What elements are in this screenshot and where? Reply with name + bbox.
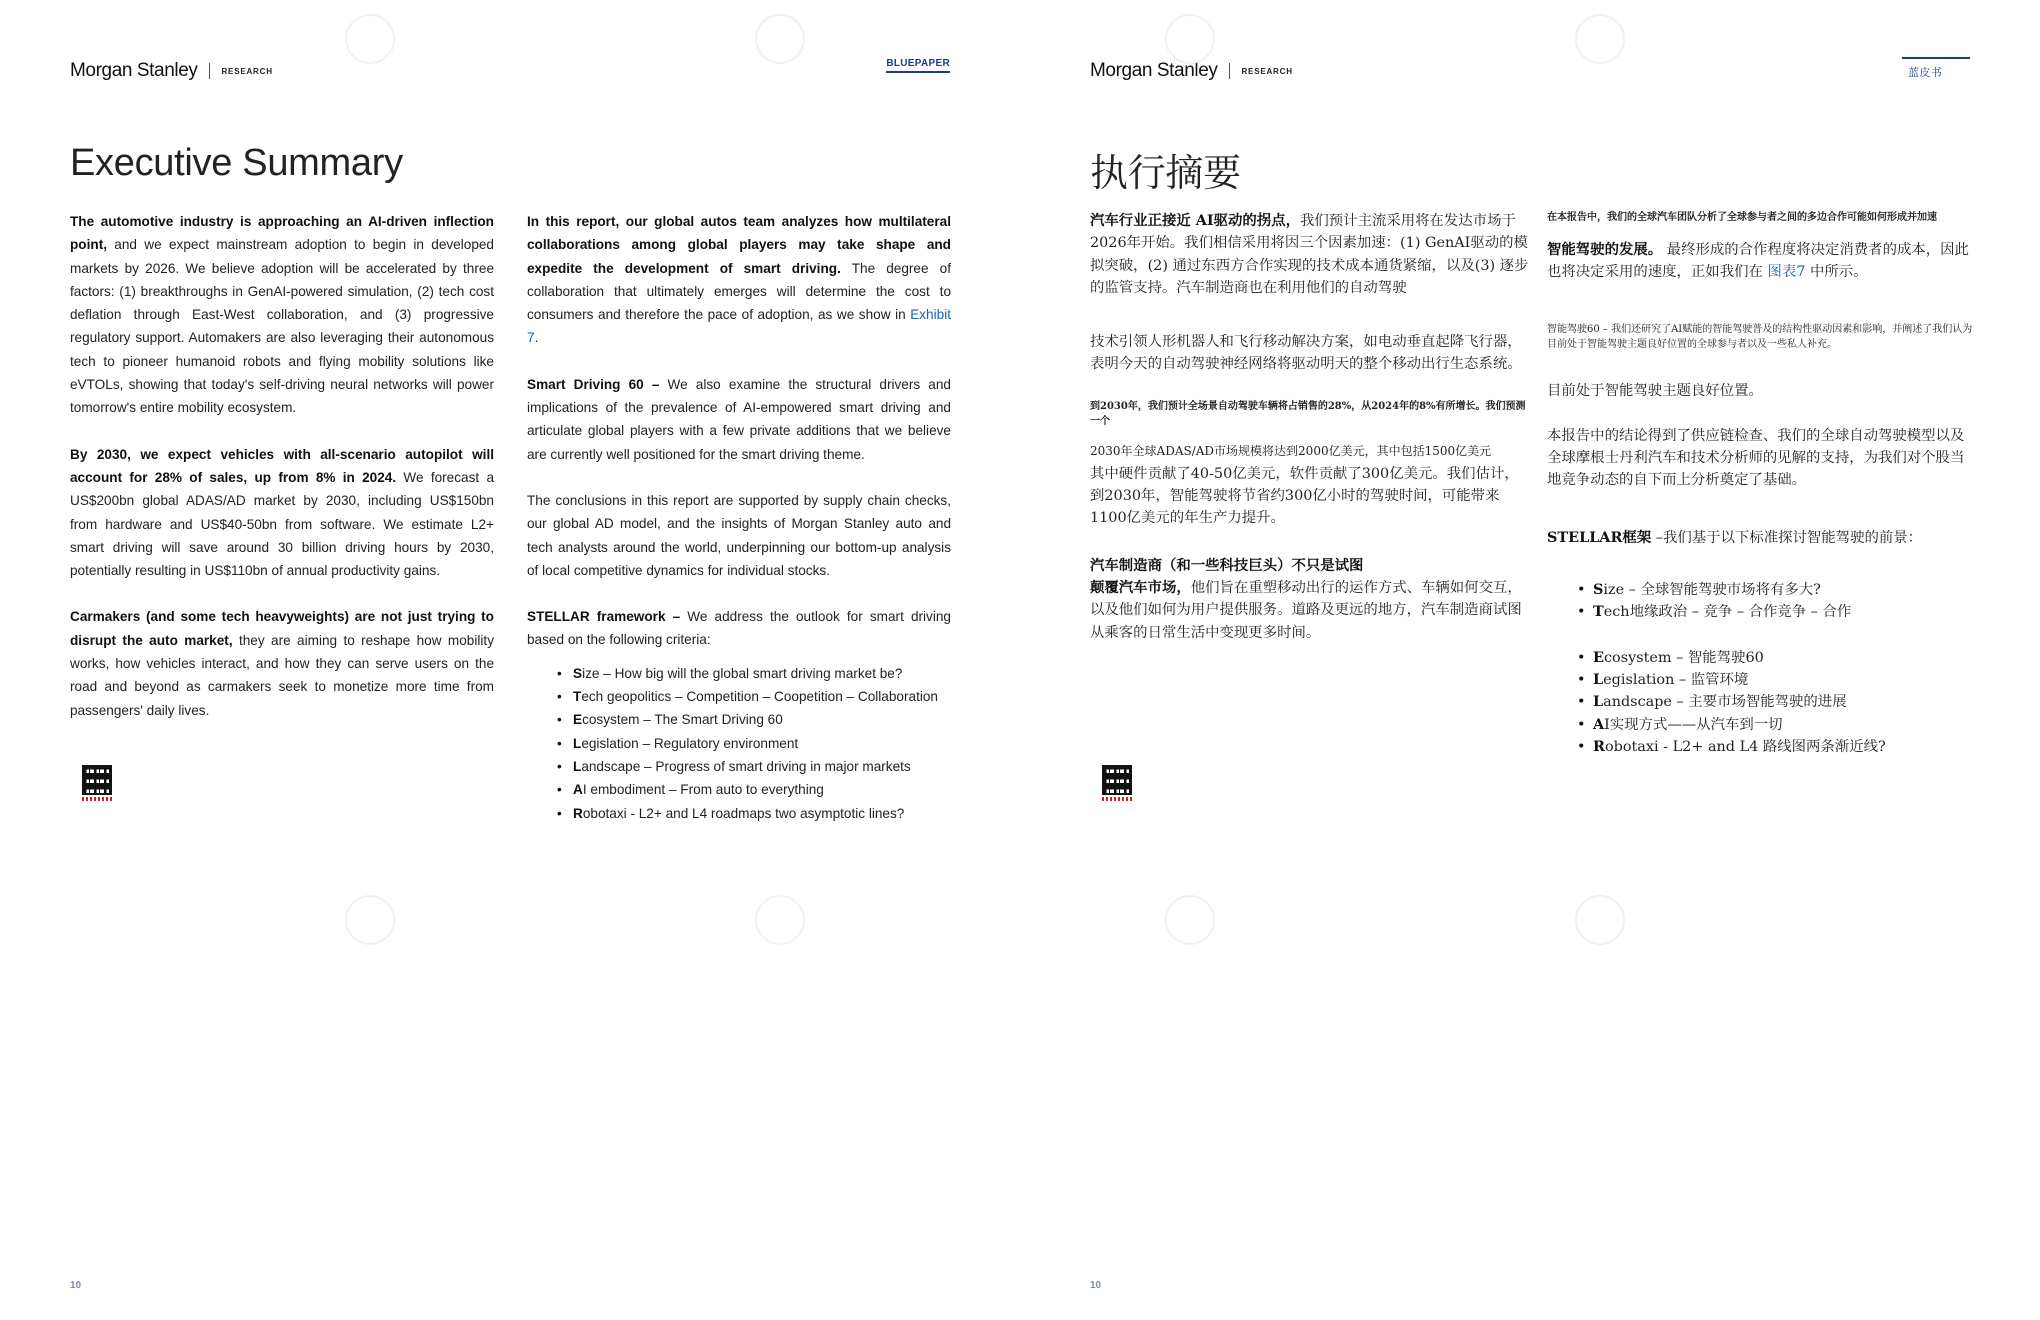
list-item <box>527 662 951 685</box>
paragraph-2030-forecast <box>70 443 494 583</box>
tag-rule <box>1902 57 1970 59</box>
criteria-text: I embodiment – From auto to everything <box>582 782 824 798</box>
criteria-letter: L <box>1593 670 1604 688</box>
paragraph-carmakers-lead <box>1090 555 1530 577</box>
criteria-text: egislation – 监管环境 <box>1603 671 1749 688</box>
paragraph-report-scope <box>527 210 951 350</box>
paragraph-text: We also examine the structural drivers and implications of the prevalence of AI-empowered smart driving and articulate global players with a few private additions that we believe are currently well positioned for the smart driving theme. <box>527 376 951 462</box>
paragraph-bold-lead: STELLAR框架 <box>1547 528 1652 546</box>
paragraph-carmakers <box>70 605 494 721</box>
paragraph-bold-lead: 汽车行业正接近 AI驱动的拐点， <box>1090 212 1300 229</box>
list-item <box>1547 736 1975 758</box>
list-item <box>527 778 951 801</box>
page-header <box>70 60 950 84</box>
criteria-text: egislation – Regulatory environment <box>581 735 799 751</box>
paragraph-smart-driving-60: 智能驾驶60 – 我们还研究了AI赋能的智能驾驶普及的结构性驱动因素和影响，并阐述了我们认为目前处于智能驾驶主题良好位置的全球参与者以及一些私人补充。 <box>1547 323 1973 350</box>
paragraph-2030-market: 2030年全球ADAS/AD市场规模将达到2000亿美元，其中包括1500亿美元 <box>1090 443 1492 458</box>
criteria-letter: A <box>573 782 583 798</box>
paragraph-bold-lead: Smart Driving 60 – <box>527 376 660 392</box>
list-item <box>1547 601 1975 623</box>
paragraph-2030-lead: 到2030年，我们预计全场景自动驾驶车辆将占销售的28%，从2024年的8%有所增长。我们预测一个 <box>1090 400 1526 427</box>
page-number: 10 <box>70 1280 82 1291</box>
page-number: 10 <box>1090 1280 1102 1291</box>
list-item <box>527 708 951 731</box>
summary-column-1 <box>1090 210 1530 667</box>
brand-divider <box>1229 63 1230 79</box>
criteria-letter: S <box>573 665 583 681</box>
bluepaper-tag: 蓝皮书 <box>1908 66 1942 79</box>
exhibit-7-link[interactable]: 图表7 <box>1767 264 1806 281</box>
qr-pattern <box>82 765 112 795</box>
paragraph-text: and we expect mainstream adoption to begin in developed markets by 2026. We believe adoption will be accelerated by three factors: (1) breakthroughs in GenAI-powered simulation, (2) tech cost deflation through East-West collaboration, and (3) progressive regulatory support. Automakers are also leveraging their autonomous tech to pioneer humanoid robots and flying mobility solutions like eVTOLs, showing that today's self-driving neural networks will power tomorrow's entire mobility ecosystem. <box>70 237 494 416</box>
criteria-text: obotaxi - L2+ and L4 roadmaps two asymptotic lines? <box>582 805 905 821</box>
paragraph-conclusions: The conclusions in this report are supported by supply chain checks, our global AD model, and the insights of Morgan Stanley auto and tech analysts around the world, underpinning our bottom-up analysis of local competitive dynamics for individual stocks. <box>527 492 951 578</box>
list-item <box>1547 647 1975 669</box>
page-header <box>1090 60 1970 84</box>
qr-caption <box>82 797 112 801</box>
paragraph-well-positioned: 目前处于智能驾驶主题良好位置。 <box>1547 382 1763 399</box>
watermark-icon <box>755 895 805 945</box>
criteria-letter: E <box>573 712 583 728</box>
criteria-text: andscape – Progress of smart driving in major markets <box>581 758 911 774</box>
paragraph-text: they are aiming to reshape how mobility works, how vehicles interact, and how they can serve users on the road and beyond as carmakers seek to monetize more time from passengers' daily lives. <box>70 632 495 718</box>
brand-name: Morgan Stanley <box>1090 60 1218 81</box>
paragraph-end: 中所示。 <box>1805 264 1868 281</box>
summary-column-1 <box>70 210 494 745</box>
paragraph-smart-driving-60 <box>527 373 951 466</box>
brand-divider <box>209 63 210 79</box>
qr-code-icon[interactable] <box>82 765 116 809</box>
paragraph-text: 他们旨在重塑移动出行的运作方式、车辆如何交互，以及他们如何为用户提供服务。道路及更远的地方，汽车制造商试图从乘客的日常生活中变现更多时间。 <box>1090 579 1522 641</box>
paragraph-bold-lead: 汽车制造商（和一些科技巨头）不只是试图 <box>1090 556 1364 574</box>
paragraph-text: –我们基于以下标准探讨智能驾驶的前景： <box>1651 529 1923 546</box>
watermark-icon <box>345 14 395 64</box>
criteria-letter: T <box>1593 603 1604 621</box>
list-item <box>527 685 951 708</box>
paragraph-bold-lead: The automotive industry is approaching an AI-driven inflection point, <box>70 214 494 253</box>
watermark-icon <box>755 14 805 64</box>
watermark-icon <box>345 895 395 945</box>
criteria-letter: A <box>1593 715 1605 733</box>
criteria-text: ech地缘政治 – 竞争 – 合作竞争 – 合作 <box>1603 604 1852 621</box>
paragraph-carmakers <box>1090 577 1530 644</box>
paragraph-text: We address the outlook for smart driving based on the following criteria: <box>527 609 951 648</box>
paragraph-text: 我们预计主流采用将在发达市场于2026年开始。我们相信采用将因三个因素加速：(1) GenAI驱动的模拟突破，(2) 通过东西方合作实现的技术成本通货紧缩，以及(3) 逐步的监管支持。汽车制造商也在利用他们的自动驾驶 <box>1090 213 1529 296</box>
criteria-text: cosystem – 智能驾驶60 <box>1603 649 1764 666</box>
criteria-letter: R <box>573 805 583 821</box>
criteria-text: cosystem – The Smart Driving 60 <box>582 712 783 728</box>
paragraph-end: . <box>534 330 539 346</box>
chinese-page <box>1020 0 2040 1320</box>
criteria-letter: L <box>573 735 582 751</box>
summary-column-2 <box>1547 210 1975 758</box>
paragraph-report-scope-lead: 在本报告中，我们的全球汽车团队分析了全球参与者之间的多边合作可能如何形成并加速 <box>1547 212 1937 223</box>
paragraph-bold-lead: STELLAR framework – <box>527 609 681 625</box>
paragraph-stellar <box>527 605 951 652</box>
summary-column-2 <box>527 210 951 825</box>
qr-pattern <box>1102 765 1132 795</box>
paragraph-humanoid: 技术引领人形机器人和飞行移动解决方案，如电动垂直起降飞行器，表明今天的自动驾驶神经网络将驱动明天的整个移动出行生态系统。 <box>1090 334 1522 373</box>
stellar-criteria-list <box>527 662 951 825</box>
criteria-text: ize – How big will the global smart driving market be? <box>582 665 903 681</box>
brand-name: Morgan Stanley <box>70 60 198 81</box>
list-item <box>527 732 951 755</box>
criteria-letter: T <box>573 689 582 705</box>
exhibit-7-link[interactable]: Exhibit 7 <box>527 307 951 346</box>
stellar-criteria-list <box>1547 579 1975 758</box>
criteria-letter: R <box>1593 737 1605 755</box>
criteria-letter: L <box>1593 693 1604 711</box>
criteria-text: I实现方式——从汽车到一切 <box>1604 716 1783 733</box>
paragraph-bold-lead: In this report, our global autos team analyzes how multilateral collaborations among global players may take shape and expedite the development of smart driving. <box>527 214 951 276</box>
paragraph-stellar <box>1547 527 1975 549</box>
research-label: RESEARCH <box>221 66 273 76</box>
watermark-icon <box>1575 895 1625 945</box>
watermark-icon <box>1165 895 1215 945</box>
paragraph-bold-lead: By 2030, we expect vehicles with all-scenario autopilot will account for 28% of sales, up from 8% in 2024. <box>70 446 494 485</box>
research-label: RESEARCH <box>1241 66 1293 76</box>
criteria-letter: E <box>1593 648 1604 666</box>
paragraph-text: 最终形成的合作程度将决定消费者的成本，因此也将决定采用的速度，正如我们在 <box>1547 242 1969 281</box>
criteria-text: ize – 全球智能驾驶市场将有多大? <box>1603 582 1821 599</box>
paragraph-conclusions: 本报告中的结论得到了供应链检查、我们的全球自动驾驶模型以及全球摩根士丹利汽车和技术分析师的见解的支持，为我们对个股当地竞争动态的自下而上分析奠定了基础。 <box>1547 427 1965 489</box>
paragraph-report-scope <box>1547 239 1975 284</box>
page-title: 执行摘要 <box>1090 151 1241 195</box>
watermark-icon <box>1575 14 1625 64</box>
qr-code-icon[interactable] <box>1102 765 1136 809</box>
paragraph-bold-lead: 颠覆汽车市场， <box>1090 578 1191 596</box>
paragraph-text: We forecast a US$200bn global ADAS/AD market by 2030, including US$150bn from hardware and US$40-50bn from software. We estimate L2+ smart driving will save around 30 billion driving hours by 2030, potentially resulting in US$110bn of annual productivity gains. <box>70 469 495 579</box>
list-item <box>1547 669 1975 691</box>
qr-caption <box>1102 797 1132 801</box>
list-item <box>1547 691 1975 713</box>
paragraph-bold-lead: 智能驾驶的发展。 <box>1547 241 1663 258</box>
paragraph-bold-lead: Carmakers (and some tech heavyweights) are not just trying to disrupt the auto market, <box>70 609 494 648</box>
paragraph-2030-forecast: 其中硬件贡献了40-50亿美元，软件贡献了300亿美元。我们估计，到2030年，智能驾驶将节省约300亿小时的驾驶时间，可能带来1100亿美元的年生产力提升。 <box>1090 465 1519 527</box>
list-item <box>1547 714 1975 736</box>
criteria-letter: L <box>573 758 582 774</box>
paragraph-text: The degree of collaboration that ultimately emerges will determine the cost to consumers and therefore the pace of adoption, as we show in <box>527 260 951 323</box>
page-title: Executive Summary <box>70 142 403 184</box>
criteria-text: obotaxi - L2+ and L4 路线图两条渐近线? <box>1604 738 1886 755</box>
list-item <box>527 802 951 825</box>
list-item <box>1547 579 1975 601</box>
criteria-text: ech geopolitics – Competition – Coopetition – Collaboration <box>581 689 938 705</box>
bluepaper-tag: BLUEPAPER <box>886 58 950 73</box>
list-item <box>527 755 951 778</box>
criteria-letter: S <box>1593 581 1604 599</box>
criteria-text: andscape – 主要市场智能驾驶的进展 <box>1603 694 1847 711</box>
brand-logo <box>70 60 273 82</box>
paragraph-inflection <box>1090 210 1530 299</box>
paragraph-inflection <box>70 210 494 420</box>
watermark-icon <box>1165 14 1215 64</box>
